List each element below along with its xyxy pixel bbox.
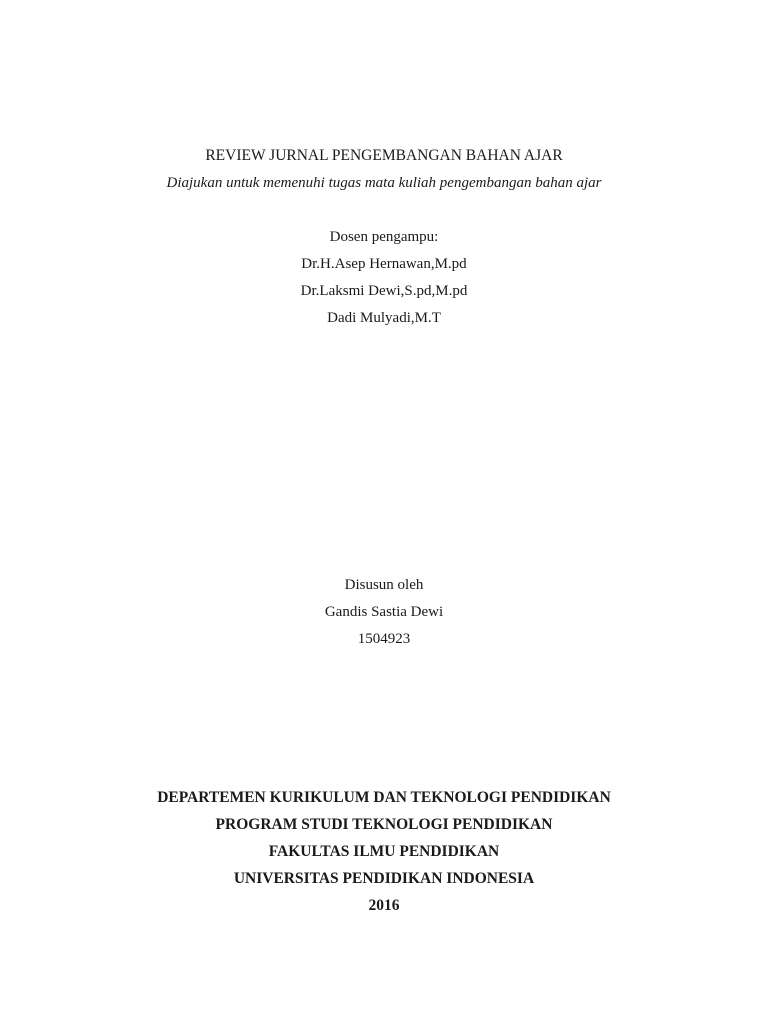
institution-study-program: PROGRAM STUDI TEKNOLOGI PENDIDIKAN: [215, 816, 553, 833]
author-student-id: 1504923: [357, 631, 411, 647]
institution-faculty: FAKULTAS ILMU PENDIDIKAN: [268, 843, 500, 860]
lecturers-label: Dosen pengampu:: [329, 229, 439, 245]
document-title: REVIEW JURNAL PENGEMBANGAN BAHAN AJAR: [205, 147, 563, 164]
lecturer-name: Dadi Mulyadi,M.T: [327, 310, 441, 326]
document-year: 2016: [368, 897, 400, 914]
institution-university: UNIVERSITAS PENDIDIKAN INDONESIA: [233, 870, 535, 887]
author-name: Gandis Sastia Dewi: [324, 604, 444, 620]
lecturer-name: Dr.Laksmi Dewi,S.pd,M.pd: [300, 283, 468, 299]
document-subtitle: Diajukan untuk memenuhi tugas mata kuliah pengembangan bahan ajar: [166, 175, 602, 191]
institution-department: DEPARTEMEN KURIKULUM DAN TEKNOLOGI PENDIDIKAN: [157, 789, 611, 806]
lecturer-name: Dr.H.Asep Hernawan,M.pd: [301, 256, 467, 272]
author-label: Disusun oleh: [344, 577, 424, 593]
